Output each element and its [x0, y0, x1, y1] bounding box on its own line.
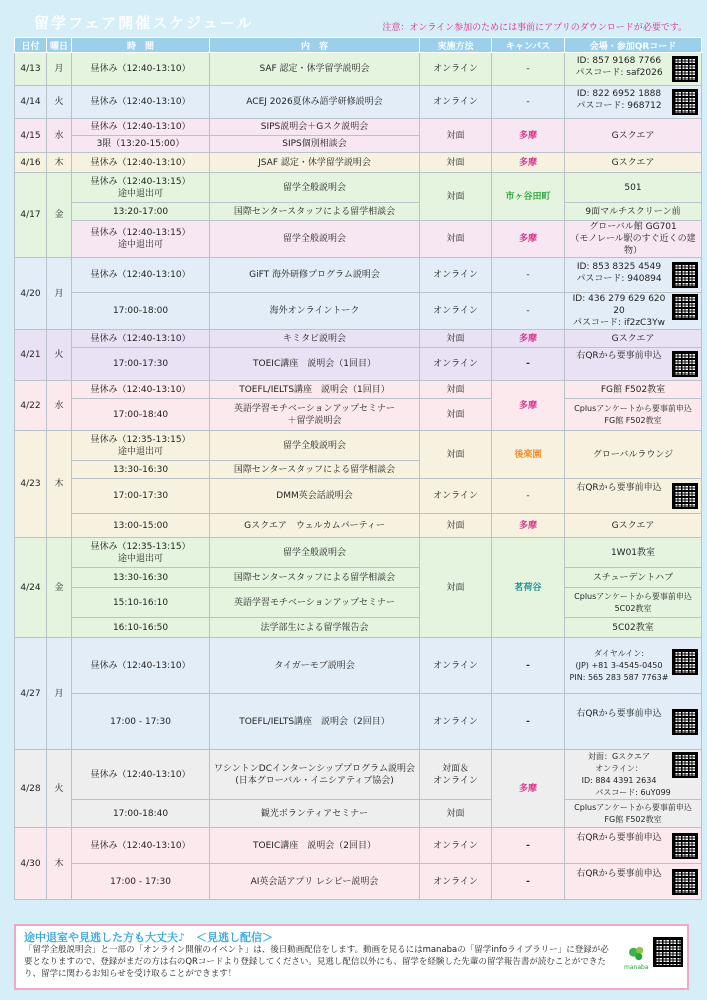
cell-content: TOEIC講座 説明会（1回目）	[210, 348, 420, 381]
cell-campus: 多摩	[492, 221, 565, 258]
cell-campus: -	[492, 828, 565, 864]
cell-content: ワシントンDCインターンシッププログラム説明会 (日本グローバル・イニシアティブ協会)	[210, 750, 420, 800]
cell-venue	[565, 293, 702, 330]
cell-venue: グローバル館 GG701 （モノレール駅のすぐ近くの建物）	[565, 221, 702, 258]
cell-venue: 501	[565, 173, 702, 203]
cell-time: 13:30-16:30	[72, 461, 210, 479]
cell-campus: 多摩	[492, 514, 565, 538]
table-row	[15, 568, 702, 588]
table-row	[15, 173, 702, 203]
qr-code-icon[interactable]	[672, 483, 698, 509]
table-row	[15, 431, 702, 461]
cell-method: 対面	[420, 221, 492, 258]
cell-method: 対面	[420, 173, 492, 221]
cell-day: 金	[47, 173, 72, 258]
cell-day: 木	[47, 153, 72, 173]
qr-code-icon[interactable]	[672, 262, 698, 288]
cell-time: 昼休み（12:40-13:10）	[72, 258, 210, 293]
cell-campus: -	[492, 694, 565, 750]
cell-venue	[565, 864, 702, 900]
table-row	[15, 153, 702, 173]
archive-notice-box	[14, 924, 689, 990]
venue-text: ID: 853 8325 4549 パスコード: 940894	[576, 262, 662, 284]
qr-code-icon[interactable]	[672, 56, 698, 82]
cell-time: 昼休み（12:40-13:15） 途中退出可	[72, 221, 210, 258]
cell-campus: -	[492, 86, 565, 119]
cell-venue: Cplusアンケートから要事前申込 5C02教室	[565, 588, 702, 618]
cell-method: オンライン	[420, 258, 492, 293]
cell-campus: 多摩	[492, 153, 565, 173]
table-row	[15, 694, 702, 750]
header-venue: 会場・参加QRコード	[565, 38, 702, 53]
cell-time: 17:00-18:40	[72, 800, 210, 828]
cell-time: 3限（13:20-15:00）	[72, 136, 210, 153]
qr-code-icon[interactable]	[672, 649, 698, 675]
venue-text: 右QRから要事前申込	[576, 708, 662, 719]
qr-code-icon[interactable]	[672, 89, 698, 115]
cell-content: 国際センタースタッフによる留学相談会	[210, 461, 420, 479]
cell-content: TOEFL/IELTS講座 説明会（2回目）	[210, 694, 420, 750]
cell-time: 13:00-15:00	[72, 514, 210, 538]
cell-venue	[565, 694, 702, 750]
cell-venue	[565, 638, 702, 694]
cell-content: 留学全般説明会	[210, 221, 420, 258]
cell-campus: 多摩	[492, 381, 565, 431]
cell-content: 国際センタースタッフによる留学相談会	[210, 568, 420, 588]
venue-text: ID: 857 9168 7766 パスコード: saf2026	[575, 56, 663, 78]
cell-venue	[565, 750, 702, 800]
cell-campus: -	[492, 348, 565, 381]
cell-date: 4/16	[15, 153, 47, 173]
header-method: 実施方法	[420, 38, 492, 53]
cell-time: 13:30-16:30	[72, 568, 210, 588]
cell-method: オンライン	[420, 694, 492, 750]
qr-code-icon[interactable]	[672, 709, 698, 735]
table-row	[15, 588, 702, 618]
cell-content: TOEFL/IELTS講座 説明会（1回目）	[210, 381, 420, 399]
manaba-logo-icon	[628, 946, 646, 962]
cell-method: オンライン	[420, 828, 492, 864]
cell-time: 17:00-17:30	[72, 348, 210, 381]
table-row	[15, 381, 702, 399]
cell-venue: 9面マルチスクリーン前	[565, 203, 702, 221]
cell-date: 4/21	[15, 330, 47, 381]
cell-campus: -	[492, 638, 565, 694]
cell-venue	[565, 828, 702, 864]
cell-content: SAF 認定・休学留学説明会	[210, 53, 420, 86]
cell-content: JSAF 認定・休学留学説明会	[210, 153, 420, 173]
cell-venue: Gスクエア	[565, 514, 702, 538]
table-row	[15, 53, 702, 86]
cell-date: 4/30	[15, 828, 47, 900]
cell-time: 昼休み（12:35-13:15） 途中退出可	[72, 538, 210, 568]
qr-code-icon[interactable]	[672, 752, 698, 778]
cell-venue: Gスクエア	[565, 153, 702, 173]
table-row	[15, 293, 702, 330]
cell-day: 火	[47, 86, 72, 119]
cell-day: 月	[47, 53, 72, 86]
page-title: 留学フェア開催スケジュール	[34, 14, 254, 32]
cell-time: 昼休み（12:40-13:10）	[72, 381, 210, 399]
cell-day: 水	[47, 119, 72, 153]
cell-venue	[565, 53, 702, 86]
table-header-row	[15, 38, 702, 53]
cell-content: 観光ボランティアセミナー	[210, 800, 420, 828]
qr-code-icon[interactable]	[653, 937, 683, 967]
table-row	[15, 86, 702, 119]
cell-venue	[565, 258, 702, 293]
cell-method: 対面	[420, 153, 492, 173]
cell-venue: FG館 F502教室	[565, 381, 702, 399]
header-campus: キャンパス	[492, 38, 565, 53]
cell-time: 昼休み（12:40-13:15） 途中退出可	[72, 173, 210, 203]
cell-time: 昼休み（12:40-13:10）	[72, 828, 210, 864]
cell-time: 16:10-16:50	[72, 618, 210, 638]
cell-venue: Cplusアンケートから要事前申込 FG館 F502教室	[565, 399, 702, 431]
cell-content: GiFT 海外研修プログラム説明会	[210, 258, 420, 293]
cell-time: 17:00-17:30	[72, 479, 210, 514]
cell-date: 4/14	[15, 86, 47, 119]
cell-time: 13:20-17:00	[72, 203, 210, 221]
cell-method: オンライン	[420, 53, 492, 86]
cell-time: 昼休み（12:40-13:10）	[72, 86, 210, 119]
venue-text: 対面：Gスクエア オンライン： ID: 884 4391 2634 パスコード: 6uY099	[581, 751, 671, 797]
cell-method: オンライン	[420, 864, 492, 900]
cell-method: オンライン	[420, 348, 492, 381]
cell-day: 月	[47, 258, 72, 330]
notice-text: 注意：オンライン参加のためには事前にアプリのダウンロードが必要です。	[382, 23, 687, 33]
cell-date: 4/28	[15, 750, 47, 828]
cell-campus: 市ヶ谷田町	[492, 173, 565, 221]
cell-venue	[565, 348, 702, 381]
cell-venue	[565, 479, 702, 514]
cell-content: 法学部生による留学報告会	[210, 618, 420, 638]
cell-time: 昼休み（12:35-13:15） 途中退出可	[72, 431, 210, 461]
cell-campus: -	[492, 258, 565, 293]
cell-method: オンライン	[420, 86, 492, 119]
cell-content: AI英会話アプリ レシピー説明会	[210, 864, 420, 900]
venue-text: ダイヤルイン: (JP) +81 3-4545-0450 PIN: 565 283 587 7763#	[569, 648, 669, 682]
header-content: 内 容	[210, 38, 420, 53]
venue-text: 右QRから要事前申込	[576, 483, 662, 493]
cell-content: 英語学習モチベーションアップセミナー	[210, 588, 420, 618]
table-row	[15, 330, 702, 348]
cell-method: オンライン	[420, 479, 492, 514]
table-row	[15, 828, 702, 864]
cell-method: 対面	[420, 800, 492, 828]
cell-content: 国際センタースタッフによる留学相談会	[210, 203, 420, 221]
venue-text: 右QRから要事前申込	[576, 868, 662, 879]
cell-time: 15:10-16:10	[72, 588, 210, 618]
cell-method: オンライン	[420, 293, 492, 330]
cell-method: 対面	[420, 381, 492, 399]
table-row	[15, 221, 702, 258]
cell-day: 火	[47, 330, 72, 381]
table-row	[15, 538, 702, 568]
cell-time: 昼休み（12:40-13:10）	[72, 53, 210, 86]
table-row	[15, 800, 702, 828]
cell-method: 対面	[420, 119, 492, 153]
cell-content: SIPS個別相談会	[210, 136, 420, 153]
cell-date: 4/23	[15, 431, 47, 538]
manaba-logo-label: manaba	[624, 964, 649, 971]
cell-time: 17:00-18:40	[72, 399, 210, 431]
qr-code-icon[interactable]	[672, 351, 698, 377]
cell-venue	[565, 86, 702, 119]
cell-content: キミタビ説明会	[210, 330, 420, 348]
cell-campus: 茗荷谷	[492, 538, 565, 638]
cell-campus: -	[492, 479, 565, 514]
cell-method: 対面	[420, 514, 492, 538]
cell-venue: 1W01教室	[565, 538, 702, 568]
cell-campus: -	[492, 293, 565, 330]
cell-time: 17:00 - 17:30	[72, 864, 210, 900]
table-row	[15, 864, 702, 900]
venue-text: ID: 822 6952 1888 パスコード: 968712	[576, 89, 662, 111]
table-row	[15, 119, 702, 136]
venue-text: ID: 436 279 629 620 20 パスコード: if2zC3Yw	[572, 294, 666, 328]
cell-venue: Cplusアンケートから要事前申込 FG館 F502教室	[565, 800, 702, 828]
cell-venue: グローバルラウンジ	[565, 431, 702, 479]
cell-method: 対面	[420, 330, 492, 348]
qr-code-icon[interactable]	[672, 833, 698, 859]
cell-date: 4/24	[15, 538, 47, 638]
cell-method: 対面＆ オンライン	[420, 750, 492, 800]
cell-time: 17:00 - 17:30	[72, 694, 210, 750]
cell-date: 4/22	[15, 381, 47, 431]
archive-notice-heading: 途中退室や見逃した方も大丈夫♪ ＜見逃し配信＞	[24, 931, 274, 944]
qr-code-icon[interactable]	[672, 294, 698, 320]
cell-content: 留学全般説明会	[210, 173, 420, 203]
cell-method: 対面	[420, 538, 492, 638]
cell-venue: Gスクエア	[565, 330, 702, 348]
cell-content: Gスクエア ウェルカムパーティー	[210, 514, 420, 538]
cell-method: オンライン	[420, 638, 492, 694]
table-row	[15, 258, 702, 293]
cell-content: 海外オンライントーク	[210, 293, 420, 330]
archive-notice-text: 「留学全般説明会」と一部の「オンライン開催のイベント」は、後日動画配信をします。動画を見るにはmanabaの「留学infoライブラリー」に登録が必要となりますので、登録がまだの方は右のQRコードより登録してください。見逃し配信以外にも、留学を経験した先輩の留学報告書が読むことができたり、留学に関わるお知らせを受け取ることができます！	[24, 945, 609, 979]
cell-content: TOEIC講座 説明会（2回目）	[210, 828, 420, 864]
cell-campus: 多摩	[492, 750, 565, 828]
cell-content: 留学全般説明会	[210, 431, 420, 461]
cell-campus: 後楽園	[492, 431, 565, 479]
cell-content: 留学全般説明会	[210, 538, 420, 568]
header-date: 日付	[15, 38, 47, 53]
table-row	[15, 514, 702, 538]
venue-text: 右QRから要事前申込	[576, 832, 662, 843]
cell-method: 対面	[420, 431, 492, 479]
cell-content: タイガーモブ説明会	[210, 638, 420, 694]
table-row	[15, 479, 702, 514]
table-row	[15, 348, 702, 381]
cell-time: 昼休み（12:40-13:10）	[72, 119, 210, 136]
cell-content: DMM英会話説明会	[210, 479, 420, 514]
cell-venue: スチューデントハブ	[565, 568, 702, 588]
cell-day: 木	[47, 431, 72, 538]
cell-date: 4/13	[15, 53, 47, 86]
cell-time: 昼休み（12:40-13:10）	[72, 638, 210, 694]
table-row	[15, 399, 702, 431]
venue-text: 右QRから要事前申込	[576, 351, 662, 361]
table-row	[15, 618, 702, 638]
cell-day: 木	[47, 828, 72, 900]
cell-time: 昼休み（12:40-13:10）	[72, 153, 210, 173]
table-row	[15, 750, 702, 800]
cell-venue: 5C02教室	[565, 618, 702, 638]
cell-method: 対面	[420, 399, 492, 431]
table-row	[15, 203, 702, 221]
cell-day: 水	[47, 381, 72, 431]
cell-day: 火	[47, 750, 72, 828]
cell-date: 4/20	[15, 258, 47, 330]
cell-date: 4/15	[15, 119, 47, 153]
cell-campus: 多摩	[492, 330, 565, 348]
header-time: 時 間	[72, 38, 210, 53]
cell-content: ACEJ 2026夏休み語学研修説明会	[210, 86, 420, 119]
cell-campus: -	[492, 53, 565, 86]
cell-time: 昼休み（12:40-13:10）	[72, 330, 210, 348]
header-day: 曜日	[47, 38, 72, 53]
cell-date: 4/17	[15, 173, 47, 258]
schedule-table	[14, 37, 702, 900]
cell-venue: Gスクエア	[565, 119, 702, 153]
cell-campus: -	[492, 864, 565, 900]
cell-time: 17:00-18:00	[72, 293, 210, 330]
cell-content: SIPS説明会＋Gスク説明会	[210, 119, 420, 136]
cell-day: 金	[47, 538, 72, 638]
cell-time: 昼休み（12:40-13:10）	[72, 750, 210, 800]
qr-code-icon[interactable]	[672, 869, 698, 895]
cell-content: 英語学習モチベーションアップセミナー ＋留学説明会	[210, 399, 420, 431]
cell-date: 4/27	[15, 638, 47, 750]
cell-campus: 多摩	[492, 119, 565, 153]
table-row	[15, 638, 702, 694]
cell-day: 月	[47, 638, 72, 750]
